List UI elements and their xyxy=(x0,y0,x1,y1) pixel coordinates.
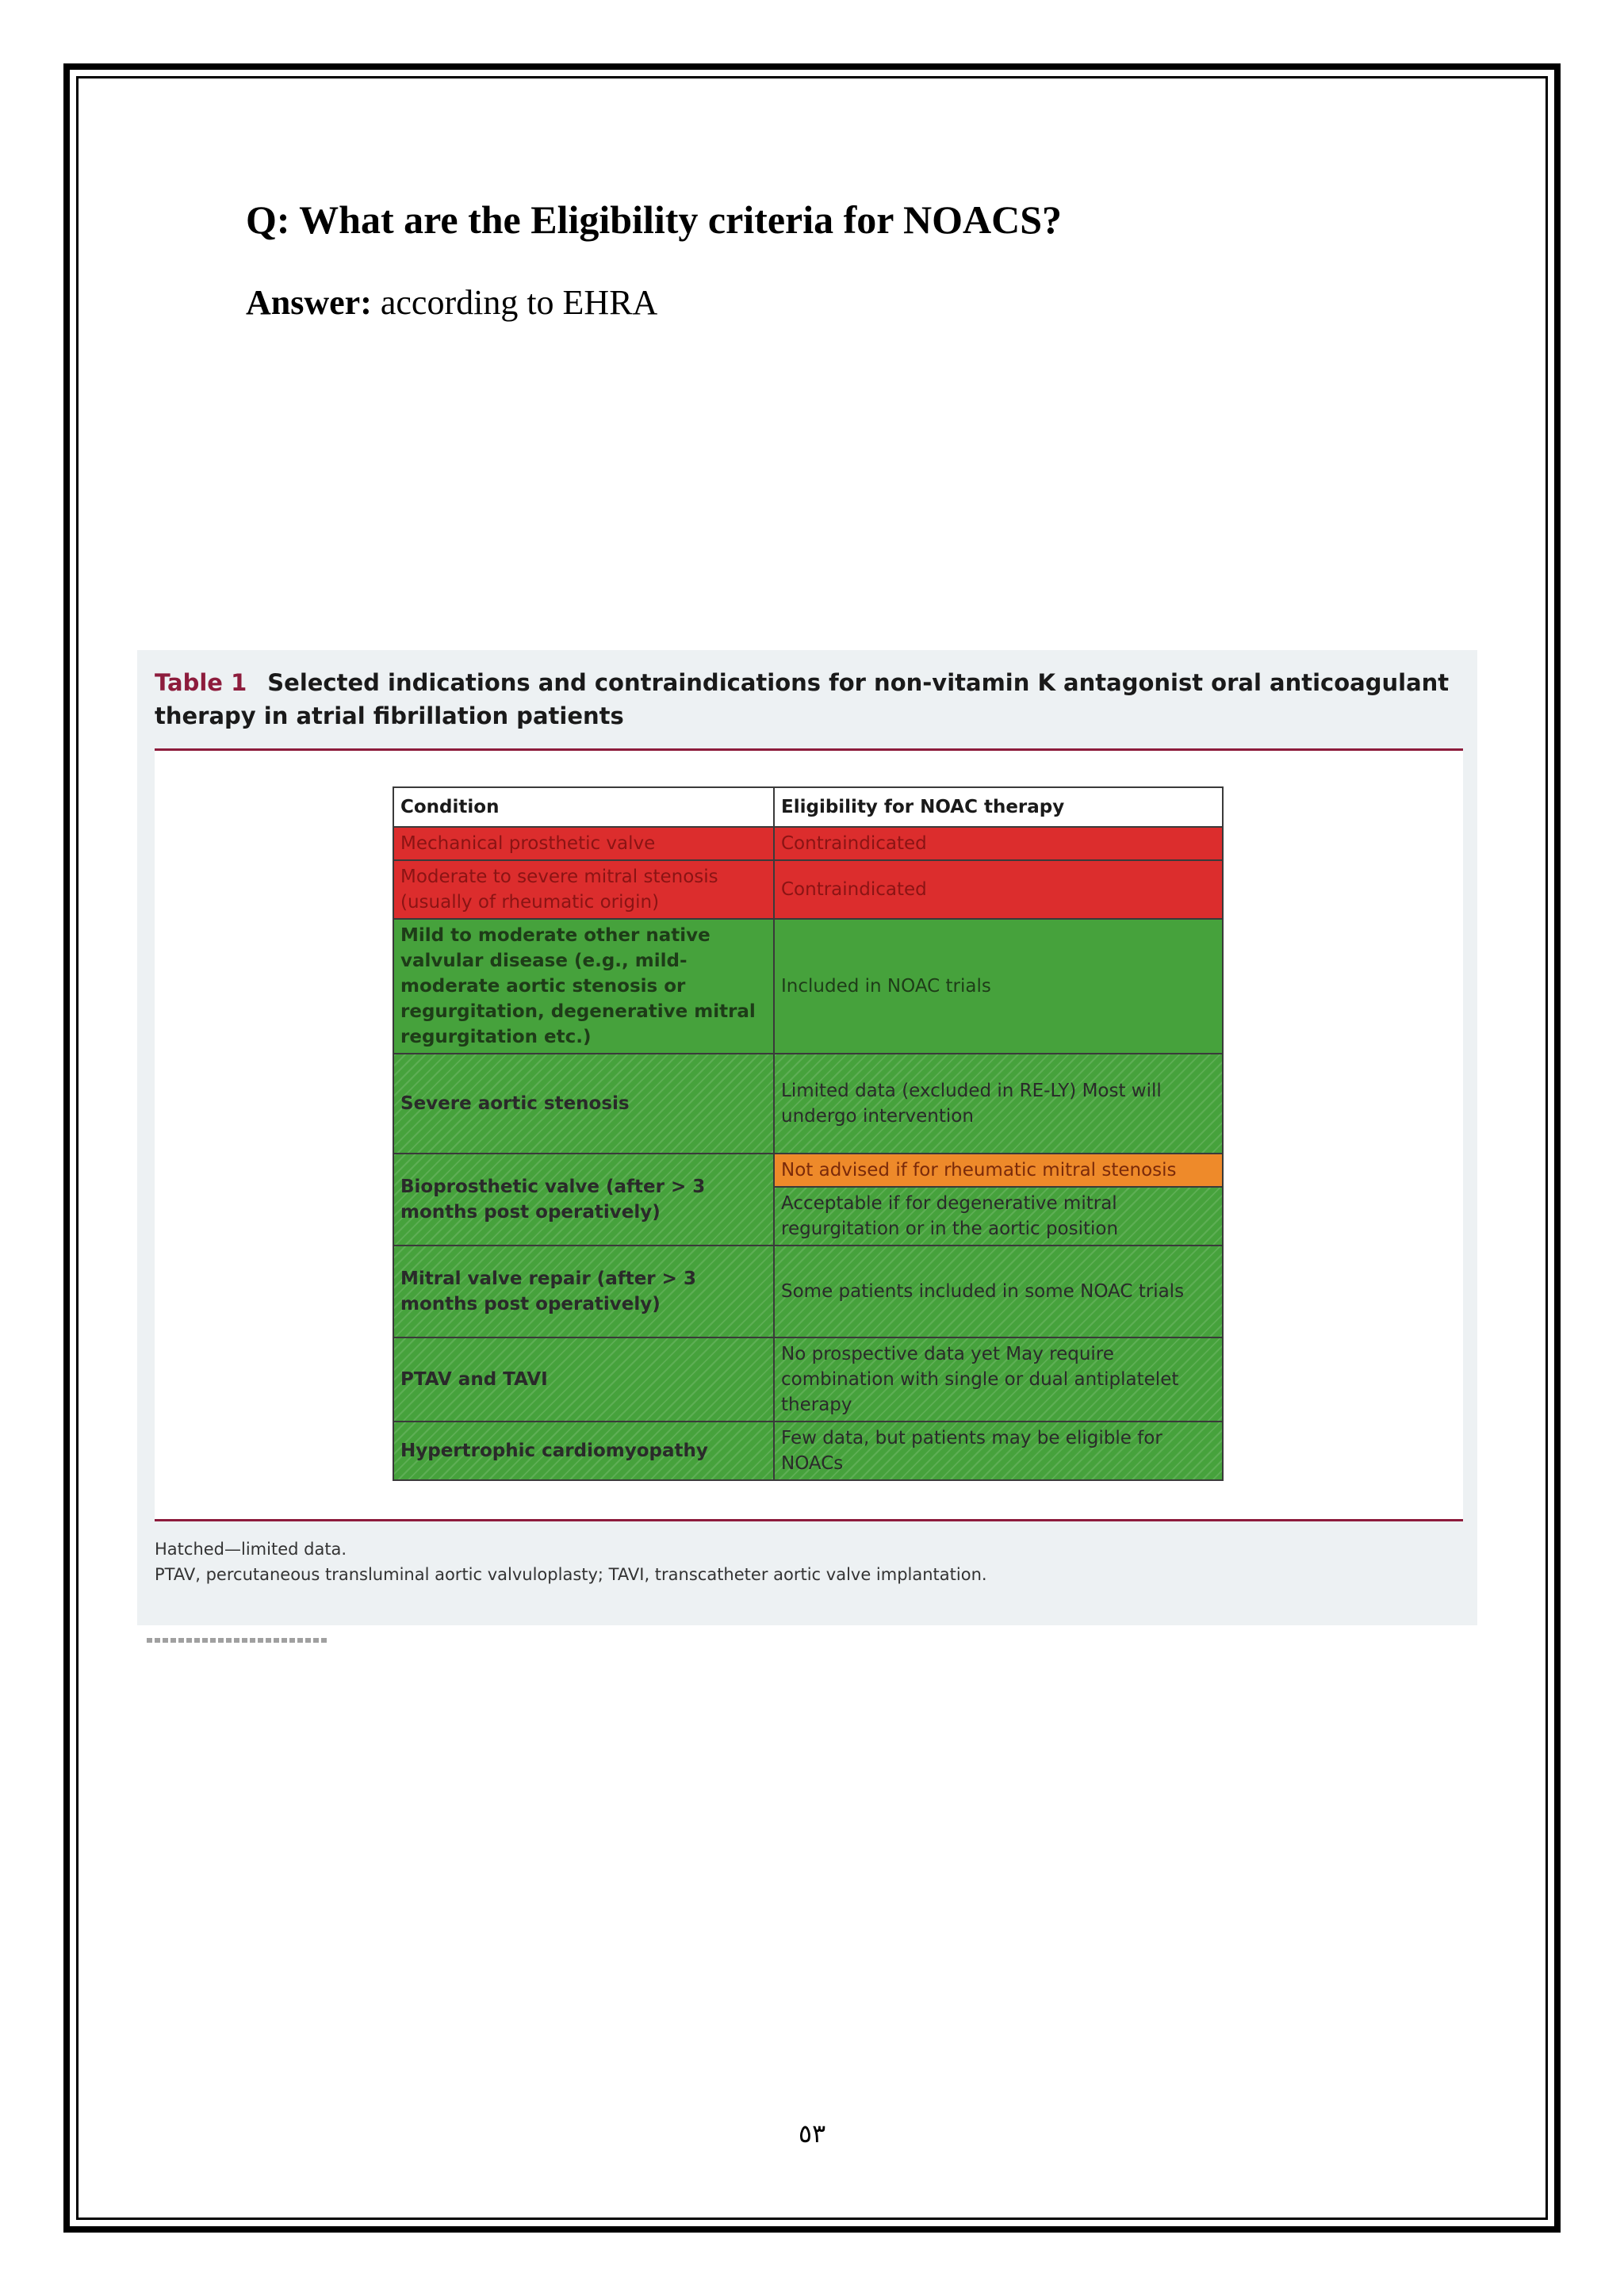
figure-footnotes xyxy=(155,1536,987,1587)
condition-cell: Severe aortic stenosis xyxy=(393,1054,774,1154)
eligibility-cell: Limited data (excluded in RE-LY) Most will undergo intervention xyxy=(774,1054,1223,1154)
eligibility-cell-not-advised: Not advised if for rheumatic mitral stenosis xyxy=(774,1154,1223,1187)
condition-cell: Mechanical prosthetic valve xyxy=(393,827,774,860)
eligibility-cell: Contraindicated xyxy=(774,827,1223,860)
page-number: ٥٣ xyxy=(798,2118,826,2149)
table-row xyxy=(393,860,1223,919)
table-row xyxy=(393,1154,1223,1187)
condition-cell: Hypertrophic cardiomyopathy xyxy=(393,1422,774,1480)
table-row xyxy=(393,919,1223,1054)
figure-bottom-rule xyxy=(155,1519,1463,1521)
table-row xyxy=(393,1246,1223,1337)
table-caption: Selected indications and contraindications for non-vitamin K antagonist oral anticoagulant therapy in atrial fibrillation patients xyxy=(155,669,1450,729)
eligibility-cell: No prospective data yet May require combination with single or dual antiplatelet therapy xyxy=(774,1337,1223,1422)
condition-cell: Bioprosthetic valve (after > 3 months post operatively) xyxy=(393,1154,774,1246)
eligibility-table xyxy=(393,786,1224,1481)
footnote-hatched: Hatched—limited data. xyxy=(155,1540,347,1559)
question-heading: Q: What are the Eligibility criteria for NOACS? xyxy=(246,197,1063,242)
eligibility-cell: Some patients included in some NOAC trials xyxy=(774,1246,1223,1337)
publisher-credit-blur xyxy=(147,1638,329,1643)
eligibility-cell: Contraindicated xyxy=(774,860,1223,919)
eligibility-cell: Few data, but patients may be eligible for NOACs xyxy=(774,1422,1223,1480)
condition-cell: Mitral valve repair (after > 3 months post operatively) xyxy=(393,1246,774,1337)
table-row xyxy=(393,1054,1223,1154)
condition-cell: Moderate to severe mitral stenosis (usually of rheumatic origin) xyxy=(393,860,774,919)
answer-text: according to EHRA xyxy=(371,283,658,322)
table-row xyxy=(393,1337,1223,1422)
header-eligibility: Eligibility for NOAC therapy xyxy=(774,787,1223,827)
table-figure xyxy=(137,650,1477,1625)
eligibility-cell-acceptable: Acceptable if for degenerative mitral regurgitation or in the aortic position xyxy=(774,1187,1223,1246)
eligibility-cell: Included in NOAC trials xyxy=(774,919,1223,1054)
answer-label: Answer: xyxy=(246,283,372,322)
answer-line xyxy=(246,282,657,323)
table-row xyxy=(393,1422,1223,1480)
footnote-abbreviations: PTAV, percutaneous transluminal aortic valvuloplasty; TAVI, transcatheter aortic valve implantation. xyxy=(155,1565,987,1584)
table-row xyxy=(393,827,1223,860)
figure-title xyxy=(155,666,1463,733)
condition-cell: Mild to moderate other native valvular disease (e.g., mild-moderate aortic stenosis or regurgitation, degenerative mitral regurgitation etc.) xyxy=(393,919,774,1054)
header-condition: Condition xyxy=(393,787,774,827)
table-header-row xyxy=(393,787,1223,827)
condition-cell: PTAV and TAVI xyxy=(393,1337,774,1422)
table-number: Table 1 xyxy=(155,669,247,696)
